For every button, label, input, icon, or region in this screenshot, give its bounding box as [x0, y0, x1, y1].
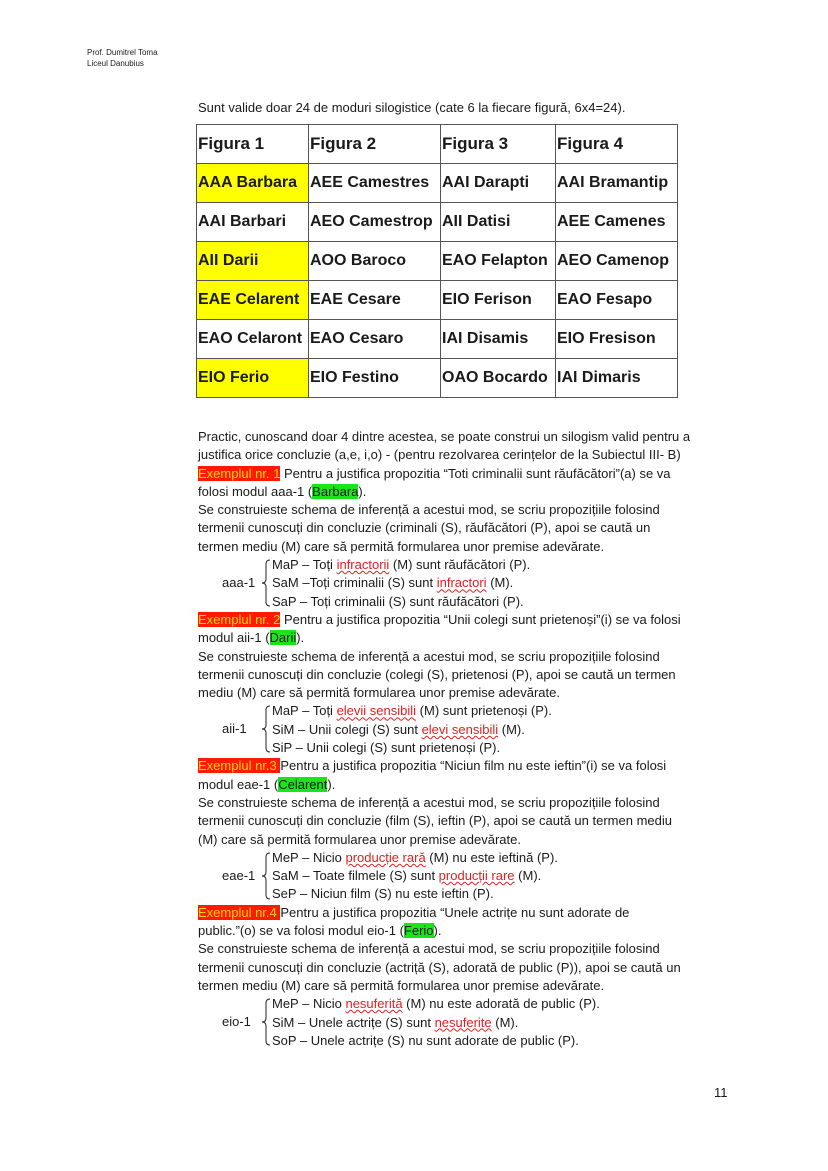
- text-segment: SiM – Unii colegi (S) sunt: [272, 721, 422, 737]
- table-cell: IAI Disamis: [441, 320, 556, 359]
- table-cell: EAO Celaront: [197, 320, 309, 359]
- paragraph-line: [198, 977, 690, 995]
- text-segment: SaM –Toți criminalii (S) sunt: [272, 575, 437, 591]
- text-segment: MeP – Nicio: [272, 849, 346, 865]
- table-cell: AEO Camestrop: [309, 203, 441, 242]
- spellcheck-word: elevii sensibili: [336, 703, 417, 719]
- table-cell: AOO Baroco: [309, 242, 441, 281]
- table-cell: AAA Barbara: [197, 164, 309, 203]
- text-segment: Practic, cunoscand doar 4 dintre acestea, se poate construi un silogism valid pentru a: [198, 429, 691, 444]
- spellcheck-word: nesuferită: [345, 996, 403, 1012]
- text-segment: SiM – Unele actrițe (S) sunt: [272, 1014, 435, 1030]
- document-body: [198, 428, 690, 1050]
- text-segment: Se construieste schema de inferență a acestui mod, se scriu propozițiile folosind: [198, 794, 660, 810]
- table-row: [197, 242, 678, 281]
- paragraph-line: [198, 794, 690, 812]
- mode-label: eio-1: [222, 1014, 251, 1030]
- curly-brace-icon: [262, 559, 270, 607]
- mode-label: aii-1: [222, 721, 247, 737]
- paragraph-line: [198, 648, 690, 666]
- text-segment: termen mediu (M) care să permită formularea unor premise adevărate.: [198, 977, 605, 993]
- table-cell: EAE Celarent: [197, 281, 309, 320]
- text-segment: ).: [296, 630, 305, 646]
- curly-brace-icon: [262, 852, 270, 900]
- table-cell: AAI Barbari: [197, 203, 309, 242]
- table-cell: EAO Fesapo: [556, 281, 678, 320]
- spellcheck-word: infractorii: [336, 557, 390, 573]
- paragraph-line: [198, 538, 690, 556]
- text-segment: Pentru a justifica propozitia “Unele actrițe nu sunt adorate de: [280, 904, 630, 920]
- spellcheck-word: producție rară: [345, 849, 426, 865]
- text-segment: MeP – Nicio: [272, 996, 346, 1012]
- premise-list: [272, 556, 530, 611]
- paragraph-line: [198, 922, 690, 940]
- text-segment: SaM – Toate filmele (S) sunt: [272, 868, 439, 884]
- premise-line: [272, 885, 558, 903]
- text-segment: mediu (M) care să permită formularea unor premise adevărate.: [198, 685, 560, 701]
- premise-line: [272, 995, 600, 1013]
- paragraph-line: [198, 465, 690, 483]
- text-segment: termenii cunoscuți din concluzie (film (S), ieftin (P), apoi se caută un termen mediu: [198, 813, 672, 829]
- table-row: [197, 164, 678, 203]
- text-segment: SaP – Toți criminalii (S) sunt răufăcători (P).: [272, 593, 524, 609]
- text-segment: ).: [433, 923, 442, 939]
- premise-list: [272, 995, 600, 1050]
- text-segment: termen mediu (M) care să permită formularea unor premise adevărate.: [198, 538, 605, 554]
- column-header: Figura 1: [197, 125, 309, 164]
- text-segment: justifica orice concluzie (a,e, i,o) - (pentru rezolvarea cerințelor de la Subiectul III- B): [198, 447, 681, 463]
- table-row: [197, 281, 678, 320]
- table-cell: EAO Cesaro: [309, 320, 441, 359]
- paragraph-line: [198, 519, 690, 537]
- paragraph-line: [198, 611, 690, 629]
- table-cell: EIO Fresison: [556, 320, 678, 359]
- premise-line: [272, 702, 552, 720]
- paragraph-line: [198, 959, 690, 977]
- curly-brace-icon: [262, 998, 270, 1046]
- text-segment: (M) nu este ieftină (P).: [425, 849, 558, 865]
- mode-label: aaa-1: [222, 575, 256, 591]
- paragraph-line: [198, 666, 690, 684]
- table-cell: EAO Felapton: [441, 242, 556, 281]
- syllogism-scheme: [198, 849, 690, 904]
- premise-list: [272, 702, 552, 757]
- text-segment: Se construieste schema de inferență a acestui mod, se scriu propozițiile folosind: [198, 941, 660, 957]
- paragraph-line: [198, 629, 690, 647]
- paragraph-line: [198, 940, 690, 958]
- mode-label: eae-1: [222, 867, 256, 883]
- premise-line: [272, 721, 552, 739]
- text-segment: (M) sunt prietenoși (P).: [416, 703, 552, 719]
- page-number: 11: [714, 1085, 728, 1100]
- text-segment: MaP – Toți: [272, 703, 337, 719]
- table-row: [197, 359, 678, 398]
- premise-line: [272, 593, 530, 611]
- curly-brace-icon: [262, 705, 270, 753]
- table-header-row: [197, 125, 678, 164]
- column-header: Figura 4: [556, 125, 678, 164]
- paragraph-line: [198, 831, 690, 849]
- text-segment: Se construieste schema de inferență a acestui mod, se scriu propozițiile folosind: [198, 648, 660, 664]
- example-label: Exemplul nr.3: [198, 758, 281, 774]
- spellcheck-word: nesuferite: [434, 1014, 492, 1030]
- table-row: [197, 320, 678, 359]
- table-cell: OAO Bocardo: [441, 359, 556, 398]
- paragraph-line: [198, 776, 690, 794]
- mode-name-highlight: Darii: [269, 630, 297, 646]
- text-segment: (M).: [486, 575, 514, 591]
- premise-line: [272, 556, 530, 574]
- text-segment: termenii cunoscuți din concluzie (actriță (S), adorată de public (P)), apoi se caută un: [198, 959, 681, 975]
- table-cell: EAE Cesare: [309, 281, 441, 320]
- text-segment: Pentru a justifica propozitia “Unii colegi sunt prietenoși”(i) se va folosi: [280, 611, 681, 627]
- text-segment: ).: [327, 776, 336, 792]
- column-header: Figura 2: [309, 125, 441, 164]
- table-cell: AEE Camenes: [556, 203, 678, 242]
- syllogism-modes-table: [196, 124, 678, 398]
- text-segment: (M) care să permită formularea unor premise adevărate.: [198, 831, 521, 847]
- text-segment: modul aii-1 (: [198, 630, 270, 646]
- table-cell: EIO Ferio: [197, 359, 309, 398]
- spellcheck-word: elevi sensibili: [421, 721, 499, 737]
- text-segment: ).: [358, 483, 367, 499]
- text-segment: Pentru a justifica propozitia “Niciun film nu este ieftin”(i) se va folosi: [280, 758, 667, 774]
- text-segment: (M) sunt răufăcători (P).: [389, 557, 531, 573]
- paragraph-line: [198, 904, 690, 922]
- premise-line: [272, 849, 558, 867]
- spellcheck-word: producții rare: [438, 868, 515, 884]
- table-cell: AEO Camenop: [556, 242, 678, 281]
- text-segment: termenii cunoscuți din concluzie (colegi (S), prietenosi (P), apoi se caută un termen: [198, 666, 676, 682]
- premise-line: [272, 574, 530, 592]
- table-cell: EIO Ferison: [441, 281, 556, 320]
- paragraph-line: [198, 483, 690, 501]
- premise-list: [272, 849, 558, 904]
- author-name: Prof. Dumitrel Toma: [87, 48, 158, 57]
- text-segment: public.”(o) se va folosi modul eio-1 (: [198, 923, 404, 939]
- table-cell: EIO Festino: [309, 359, 441, 398]
- text-segment: termenii cunoscuți din concluzie (criminali (S), răufăcători (P), apoi se caută un: [198, 520, 651, 536]
- syllogism-scheme: [198, 556, 690, 611]
- text-segment: Pentru a justifica propozitia “Toti criminalii sunt răufăcători”(a) se va: [280, 465, 671, 481]
- table-cell: IAI Dimaris: [556, 359, 678, 398]
- text-segment: (M) nu este adorată de public (P).: [402, 996, 600, 1012]
- mode-name-highlight: Celarent: [278, 776, 328, 792]
- syllogism-scheme: [198, 995, 690, 1050]
- example-label: Exemplul nr. 2: [198, 611, 281, 627]
- premise-line: [272, 739, 552, 757]
- column-header: Figura 3: [441, 125, 556, 164]
- mode-name-highlight: Ferio: [403, 923, 434, 939]
- text-segment: folosi modul aaa-1 (: [198, 483, 313, 499]
- spellcheck-word: infractori: [436, 575, 487, 591]
- text-segment: (M).: [514, 868, 542, 884]
- school-name: Liceul Danubius: [87, 59, 144, 68]
- paragraph-line: [198, 684, 690, 702]
- text-segment: Se construieste schema de inferență a acestui mod, se scriu propozițiile folosind: [198, 502, 660, 518]
- text-segment: (M).: [498, 721, 525, 737]
- paragraph-line: [198, 812, 690, 830]
- table-row: [197, 203, 678, 242]
- syllogism-scheme: [198, 702, 690, 757]
- text-segment: MaP – Toți: [272, 557, 337, 573]
- mode-name-highlight: Barbara: [312, 483, 359, 499]
- intro-text: Sunt valide doar 24 de moduri silogistice (cate 6 la fiecare figură, 6x4=24).: [198, 100, 626, 115]
- text-segment: modul eae-1 (: [198, 776, 279, 792]
- text-segment: SiP – Unii colegi (S) sunt prietenoși (P).: [272, 740, 501, 756]
- page-header: [87, 47, 158, 69]
- table-cell: AAI Darapti: [441, 164, 556, 203]
- text-segment: SoP – Unele actrițe (S) nu sunt adorate de public (P).: [272, 1032, 579, 1048]
- paragraph-line: [198, 428, 690, 446]
- premise-line: [272, 867, 558, 885]
- premise-line: [272, 1014, 600, 1032]
- text-segment: SeP – Niciun film (S) nu este ieftin (P).: [272, 886, 494, 902]
- table-cell: AEE Camestres: [309, 164, 441, 203]
- table-cell: AII Darii: [197, 242, 309, 281]
- example-label: Exemplul nr.4: [198, 904, 281, 920]
- table-cell: AII Datisi: [441, 203, 556, 242]
- paragraph-line: [198, 501, 690, 519]
- paragraph-line: [198, 757, 690, 775]
- paragraph-line: [198, 446, 690, 464]
- text-segment: (M).: [491, 1014, 519, 1030]
- table-cell: AAI Bramantip: [556, 164, 678, 203]
- premise-line: [272, 1032, 600, 1050]
- example-label: Exemplul nr. 1: [198, 465, 281, 481]
